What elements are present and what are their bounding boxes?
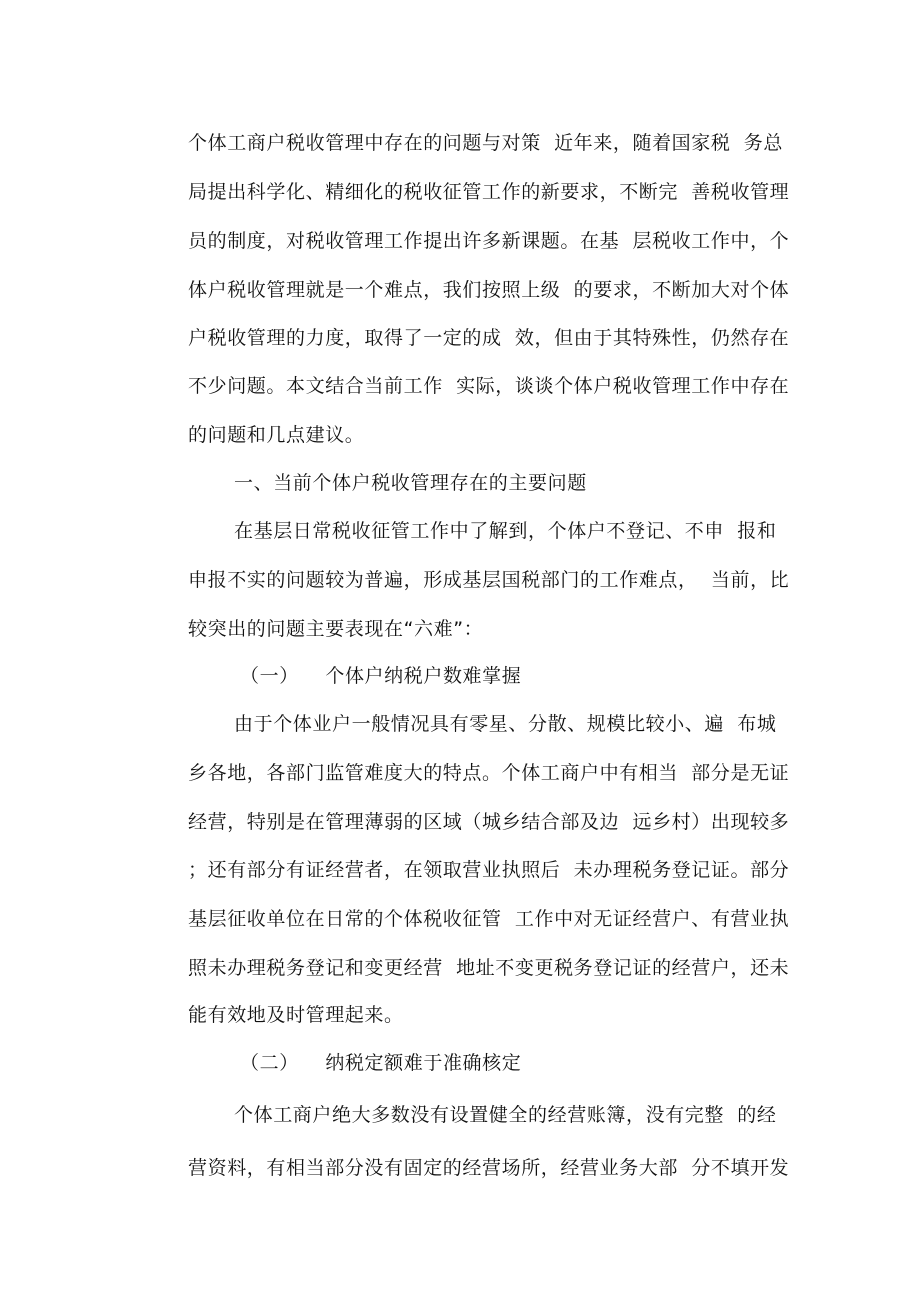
paragraph-line: 员的制度，对税收管理工作提出许多新课题。在基 层税收工作中，个 <box>188 230 790 252</box>
paragraph-line: 个体工商户绝大多数没有设置健全的经营账簿，没有完整 的经 <box>234 1104 777 1126</box>
paragraph-line: 由于个体业户一般情况具有零星、分散、规模比较小、遍 布城 <box>234 713 777 735</box>
paragraph-line: 不少问题。本文结合当前工作 实际，谈谈个体户税收管理工作中存在 <box>188 375 790 397</box>
paragraph-line: 较突出的问题主要表现在“六难”： <box>188 618 484 640</box>
section-heading: 一、当前个体户税收管理存在的主要问题 <box>234 472 587 494</box>
paragraph-line: ；还有部分有证经营者，在领取营业执照后 未办理税务登记证。部分 <box>188 859 790 881</box>
paragraph-line: 营资料，有相当部分没有固定的经营场所，经营业务大部 分不填开发 <box>188 1157 790 1179</box>
paragraph-line: 个体工商户税收管理中存在的问题与对策 近年来，随着国家税 务总 <box>188 132 783 154</box>
paragraph-line: 乡各地，各部门监管难度大的特点。个体工商户中有相当 部分是无证 <box>188 762 790 784</box>
paragraph-line: 经营，特别是在管理薄弱的区域（城乡结合部及边 远乡村）出现较多 <box>188 811 790 833</box>
paragraph-line: 能有效地及时管理起来。 <box>188 1004 404 1026</box>
subsection-heading: （二） 纳税定额难于准确核定 <box>240 1052 522 1074</box>
paragraph-line: 的问题和几点建议。 <box>188 424 365 446</box>
paragraph-line: 基层征收单位在日常的个体税收征管 工作中对无证经营户、有营业执 <box>188 908 790 930</box>
paragraph-line: 在基层日常税收征管工作中了解到，个体户不登记、不申 报和 <box>234 520 777 542</box>
subsection-heading: （一） 个体户纳税户数难掌握 <box>240 665 522 687</box>
paragraph-line: 体户税收管理就是一个难点，我们按照上级 的要求，不断加大对个体 <box>188 279 790 301</box>
paragraph-line: 申报不实的问题较为普遍，形成基层国税部门的工作难点， 当前，比 <box>188 569 790 591</box>
paragraph-line: 户税收管理的力度，取得了一定的成 效，但由于其特殊性，仍然存在 <box>188 327 790 349</box>
paragraph-line: 照未办理税务登记和变更经营 地址不变更税务登记证的经营户，还未 <box>188 957 790 979</box>
paragraph-line: 局提出科学化、精细化的税收征管工作的新要求，不断完 善税收管理 <box>188 181 790 203</box>
